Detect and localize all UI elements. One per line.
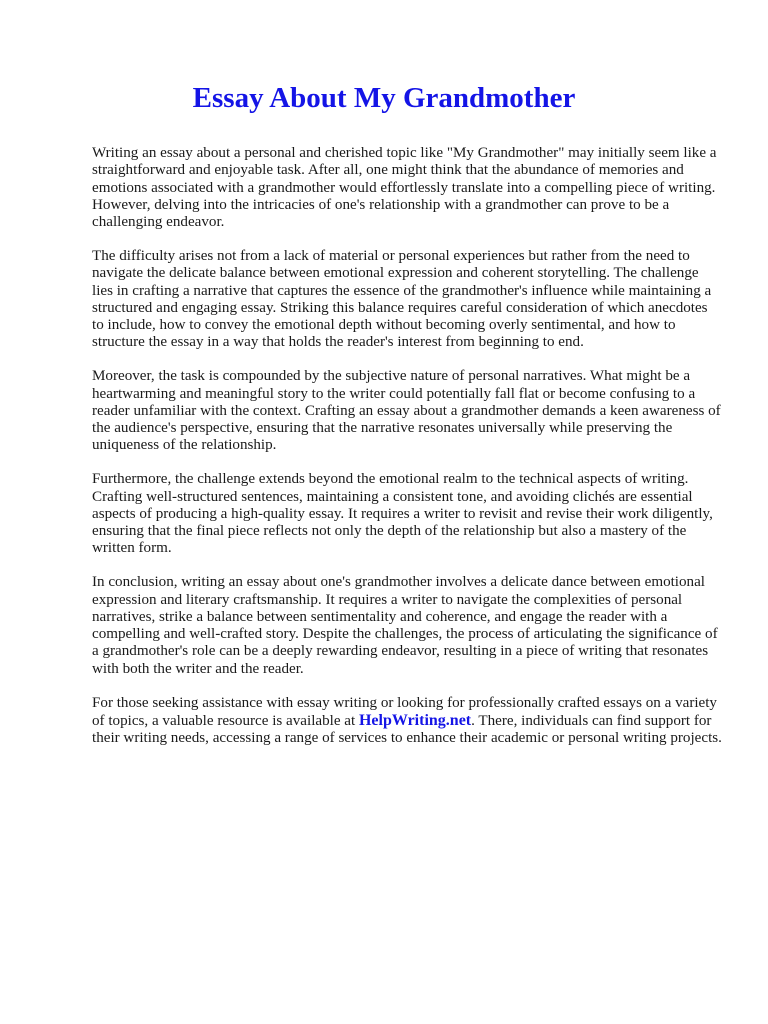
paragraph-6-after-link: . There, individuals can find support for their writing needs, accessing a range of services to enhance their academic or personal writing projects.: [92, 712, 722, 747]
paragraph-1: Writing an essay about a personal and cherished topic like "My Grandmother" may initially seem like a straightforward and enjoyable task. After all, one might think that the abundance of memories and emotions associated with a grandmother would effortlessly translate into a compelling piece of writing. However, delving into the intricacies of one's relationship with a grandmother can prove to be a challenging endeavor.: [92, 145, 717, 231]
paragraph-5: In conclusion, writing an essay about one's grandmother involves a delicate dance between emotional expression and literary craftsmanship. It requires a writer to navigate the complexities of personal narratives, strike a balance between sentimentality and coherence, and engage the reader with a compelling and well-crafted story. Despite the challenges, the process of articulating the significance of a grandmother's role can be a deeply rewarding endeavor, resulting in a piece of writing that resonates with both the writer and the reader.: [92, 574, 718, 677]
paragraph-2: The difficulty arises not from a lack of material or personal experiences but rather from the need to navigate the delicate balance between emotional expression and coherent storytelling. The challenge lies in crafting a narrative that captures the essence of the grandmother's influence while maintaining a structured and engaging essay. Striking this balance requires careful consideration of which anecdotes to include, how to convey the emotional depth without becoming overly sentimental, and how to structure the essay in a way that holds the reader's interest from beginning to end.: [92, 247, 712, 351]
essay-body: [92, 145, 722, 764]
paragraph-6-before-link: For those seeking assistance with essay writing or looking for professionally crafted essays on a variety of topics, a valuable resource is available at: [92, 694, 717, 729]
helpwriting-link[interactable]: HelpWriting.net: [358, 711, 472, 729]
page-title: Essay About My Grandmother: [192, 82, 576, 114]
paragraph-3: Moreover, the task is compounded by the subjective nature of personal narratives. What might be a heartwarming and meaningful story to the writer could potentially fall flat or become confusing to a reader unfamiliar with the context. Crafting an essay about a grandmother demands a keen awareness of the audience's perspective, ensuring that the narrative resonates universally while preserving the uniqueness of the relationship.: [92, 368, 721, 454]
paragraph-4: Furthermore, the challenge extends beyond the emotional realm to the technical aspects of writing. Crafting well-structured sentences, maintaining a consistent tone, and avoiding clichés are essential aspects of producing a high-quality essay. It requires a writer to revisit and revise their work diligently, ensuring that the final piece reflects not only the depth of the relationship but also a mastery of the written form.: [92, 471, 713, 557]
paragraph-6: [92, 695, 722, 748]
